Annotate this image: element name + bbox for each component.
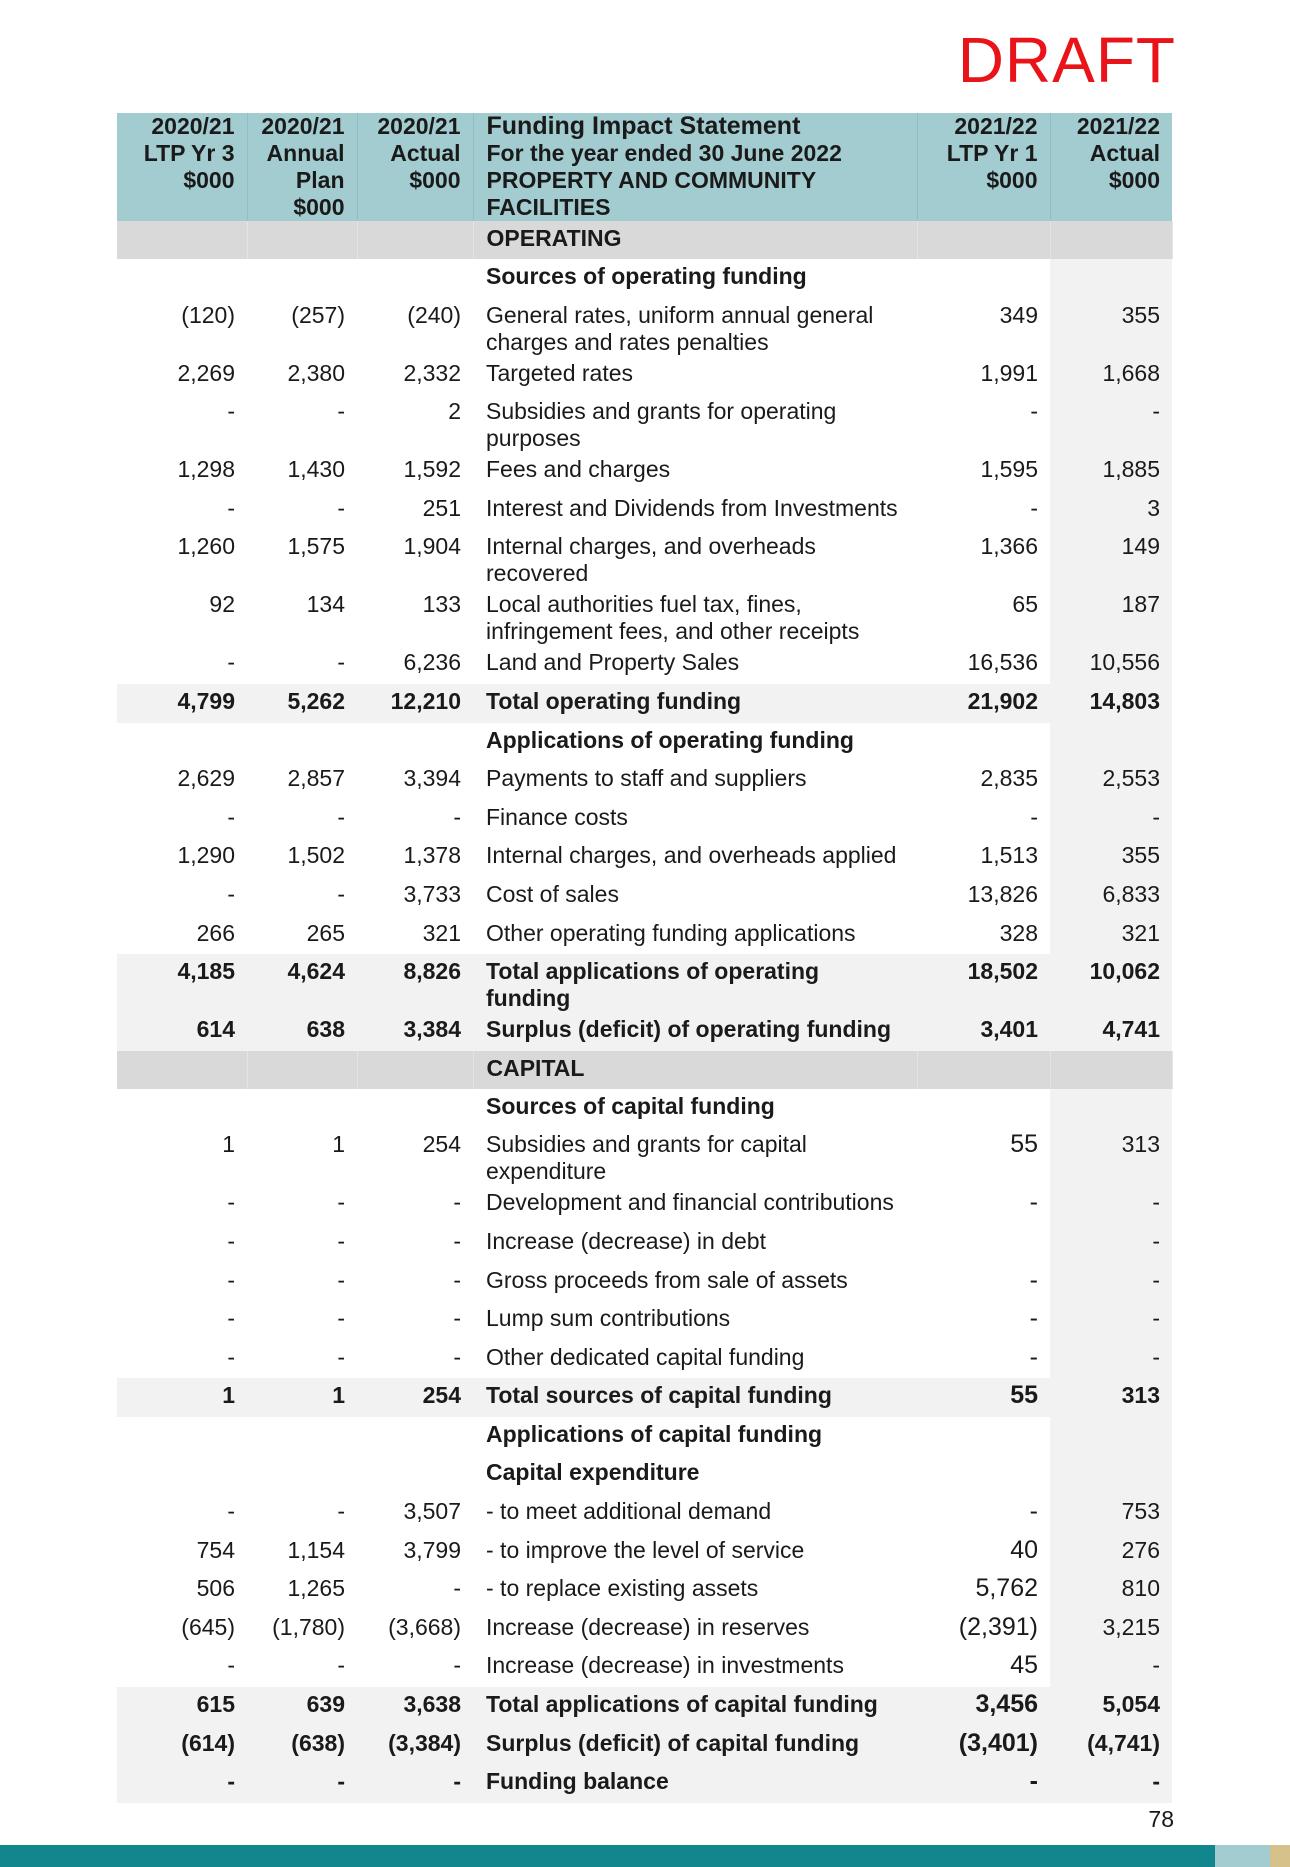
header-title-cell [473,113,917,221]
value-cell: 355 [1050,298,1172,356]
value-cell: - [227,1498,235,1525]
value-cell: 1,885 [1050,452,1172,491]
value-cell: - [453,1266,461,1293]
row-label: Total operating funding [473,684,917,723]
subheading-row [117,1417,1172,1456]
header-line: LTP Yr 3 [143,140,235,166]
row-label: Finance costs [486,803,628,830]
value-cell: 92 [209,591,235,618]
value-cell: 1,154 [287,1536,345,1563]
section-fill-cell [117,221,247,259]
value-cell: - [337,880,345,907]
value-cell: (638) [247,1726,357,1765]
row-label: Funding balance [473,1764,917,1803]
header-line: $000 [183,167,235,193]
row-label: Subsidies and grants for capital expenditure [486,1131,807,1185]
value-cell: 355 [1050,838,1172,877]
total-row [117,1012,1172,1051]
value-cell: - [1050,1224,1172,1263]
header-line: $000 [409,167,461,193]
row-label: Gross proceeds from sale of assets [486,1266,848,1293]
table-row [117,877,1172,916]
header-line: $000 [986,167,1038,193]
table-row [117,1648,1172,1687]
empty-cell [117,1089,247,1128]
row-label: Targeted rates [486,359,634,386]
value-cell: - [1050,1301,1172,1340]
value-cell: 3,394 [403,765,461,792]
value-cell: - [247,1764,357,1803]
empty-cell [1050,259,1172,298]
value-cell: - [337,494,345,521]
value-cell: 638 [247,1012,357,1051]
table-row [117,1301,1172,1340]
value-cell: 1,290 [177,842,235,869]
value-cell: 251 [422,494,461,521]
value-cell: - [227,649,235,676]
value-cell: 328 [999,919,1038,946]
value-cell: - [1050,800,1172,839]
footer-bar [0,1845,1215,1867]
value-cell: 506 [196,1575,235,1602]
value-cell: - [227,1652,235,1679]
value-cell: - [453,1343,461,1370]
empty-cell [917,1417,1050,1456]
subheading-row [117,259,1172,298]
value-cell: 3,799 [403,1536,461,1563]
header-line: Actual [1089,140,1160,166]
row-label: - to meet additional demand [486,1498,772,1525]
value-cell: - [1029,1497,1038,1526]
value-cell: (4,741) [1050,1726,1172,1765]
value-cell: 40 [1010,1535,1038,1564]
row-label: Cost of sales [486,880,619,907]
header-line: Actual [390,140,461,166]
value-cell: (614) [117,1726,247,1765]
value-cell: 1,260 [177,533,235,560]
value-cell: 1,668 [1050,356,1172,395]
value-cell: 1,904 [403,533,461,560]
table-header-row [117,113,1172,221]
footer-bar-accent-gold [1270,1845,1290,1867]
value-cell: 4,185 [117,954,247,1012]
section-fill-cell [1050,221,1172,259]
row-label: Interest and Dividends from Investments [486,494,898,521]
empty-cell [247,723,357,762]
empty-cell [357,723,473,762]
subheading-row [117,1089,1172,1128]
value-cell: 5,762 [975,1574,1038,1603]
value-cell: - [337,1652,345,1679]
row-label: Development and financial contributions [486,1189,894,1216]
row-label: Land and Property Sales [486,649,740,676]
value-cell: 321 [1050,916,1172,955]
table-row [117,298,1172,356]
empty-cell [357,1455,473,1494]
table-row [117,491,1172,530]
value-cell: - [1030,803,1038,830]
empty-cell [117,723,247,762]
value-cell: 3,401 [917,1012,1050,1051]
total-row [117,954,1172,1012]
value-cell: 3,215 [1050,1610,1172,1649]
value-cell: - [1050,1764,1172,1803]
value-cell: (257) [291,301,345,328]
value-cell: 754 [196,1536,235,1563]
value-cell: (240) [407,301,461,328]
row-label: - to improve the level of service [486,1536,805,1563]
value-cell: - [227,1343,235,1370]
draft-watermark: DRAFT [957,24,1176,96]
table-row [117,838,1172,877]
value-cell: 5,262 [247,684,357,723]
value-cell: 313 [1050,1127,1172,1185]
row-label: Total sources of capital funding [473,1378,917,1417]
value-cell: 3,456 [917,1687,1050,1726]
row-label: Total applications of capital funding [473,1687,917,1726]
value-cell: 1,595 [980,456,1038,483]
empty-cell [357,259,473,298]
value-cell: 8,826 [357,954,473,1012]
value-cell: 21,902 [917,684,1050,723]
empty-cell [117,259,247,298]
value-cell: 1,430 [287,456,345,483]
header-col-annual-plan [247,113,357,221]
statement-title: Funding Impact Statement [486,112,801,140]
value-cell: 266 [196,919,235,946]
table-row [117,452,1172,491]
row-label: Surplus (deficit) of operating funding [473,1012,917,1051]
empty-cell [917,259,1050,298]
empty-cell [1050,1417,1172,1456]
value-cell: - [337,803,345,830]
section-label: OPERATING [473,221,917,259]
value-cell: 2,553 [1050,761,1172,800]
row-label: General rates, uniform annual general charges and rates penalties [486,301,874,355]
header-line: 2020/21 [377,113,461,139]
table-row [117,1340,1172,1379]
table-row [117,1571,1172,1610]
value-cell: 1,366 [980,533,1038,560]
empty-cell [917,1089,1050,1128]
value-cell: 753 [1050,1494,1172,1533]
value-cell: - [1050,1185,1172,1224]
empty-cell [1050,723,1172,762]
header-line: Annual [266,140,345,166]
value-cell: - [337,398,345,425]
value-cell: 1,575 [287,533,345,560]
value-cell: (2,391) [958,1612,1038,1641]
value-cell: 4,799 [117,684,247,723]
value-cell: - [227,1266,235,1293]
value-cell: 6,833 [1050,877,1172,916]
value-cell: (120) [181,301,235,328]
subheading-label: Applications of capital funding [486,1420,823,1447]
value-cell: 1,265 [287,1575,345,1602]
statement-subtitle: For the year ended 30 June 2022 [486,140,842,166]
header-col-ltp-yr3 [117,113,247,221]
value-cell: - [917,1764,1050,1803]
value-cell: 2,332 [403,359,461,386]
value-cell: 16,536 [967,649,1038,676]
value-cell: 2,629 [177,765,235,792]
value-cell: 3,733 [403,880,461,907]
value-cell: - [227,803,235,830]
value-cell: - [337,1189,345,1216]
value-cell: 614 [117,1012,247,1051]
value-cell: 10,062 [1050,954,1172,1012]
header-line: 2020/21 [151,113,235,139]
section-fill-cell [357,1051,473,1089]
subheading-label: Applications of operating funding [486,726,854,753]
row-label: Surplus (deficit) of capital funding [473,1726,917,1765]
footer-bar-accent [1215,1845,1270,1867]
value-cell: - [337,1305,345,1332]
value-cell: 2,857 [287,765,345,792]
row-label: Increase (decrease) in reserves [486,1613,810,1640]
value-cell: - [357,1764,473,1803]
header-line: 2021/22 [1076,113,1160,139]
header-line: $000 [1108,167,1160,193]
value-cell: - [337,1498,345,1525]
row-label: Total applications of operating funding [473,954,917,1012]
empty-cell [917,1455,1050,1494]
header-col-actual-2021 [357,113,473,221]
value-cell: 313 [1050,1378,1172,1417]
table-row [117,1494,1172,1533]
value-cell: - [1050,1648,1172,1687]
subheading-label: Capital expenditure [486,1459,700,1486]
value-cell: 5,054 [1050,1687,1172,1726]
subheading-row [117,723,1172,762]
value-cell: 3,384 [357,1012,473,1051]
table-row [117,529,1172,587]
value-cell: - [227,398,235,425]
value-cell: 2,835 [980,765,1038,792]
value-cell: (3,401) [917,1726,1050,1765]
value-cell: - [1050,394,1172,452]
value-cell: 321 [422,919,461,946]
value-cell: 1 [332,1131,345,1158]
value-cell: - [1029,1342,1038,1371]
header-col-actual-2122 [1050,113,1172,221]
value-cell: 4,624 [247,954,357,1012]
row-label: Subsidies and grants for operating purposes [486,398,837,452]
value-cell: 3,638 [357,1687,473,1726]
header-line: Plan [295,167,345,193]
value-cell: (1,780) [272,1613,345,1640]
section-fill-cell [917,1051,1050,1089]
empty-cell [247,259,357,298]
row-label: Lump sum contributions [486,1305,731,1332]
value-cell: 13,826 [967,880,1038,907]
value-cell: - [1029,1304,1038,1333]
value-cell: 254 [422,1131,461,1158]
value-cell: 149 [1050,529,1172,587]
subheading-label: Sources of capital funding [486,1092,775,1119]
value-cell: - [453,1575,461,1602]
empty-cell [917,723,1050,762]
row-label: Fees and charges [486,456,671,483]
value-cell: 1,991 [980,359,1038,386]
header-col-ltp-yr1 [917,113,1050,221]
value-cell: - [227,494,235,521]
value-cell: 2,269 [177,359,235,386]
value-cell: - [337,649,345,676]
empty-cell [247,1089,357,1128]
total-row [117,1687,1172,1726]
section-fill-cell [247,1051,357,1089]
table-row [117,645,1172,684]
value-cell: - [337,1266,345,1293]
section-header-row [117,221,1172,259]
value-cell: 55 [1010,1130,1038,1159]
row-label: Increase (decrease) in investments [486,1652,844,1679]
value-cell: 2 [448,398,461,425]
value-cell: 1,502 [287,842,345,869]
page-number: 78 [1148,1806,1174,1832]
value-cell: 18,502 [917,954,1050,1012]
table-row [117,1127,1172,1185]
total-row [117,1764,1172,1803]
section-fill-cell [917,221,1050,259]
subheading-row [117,1455,1172,1494]
table-row [117,1185,1172,1224]
value-cell: 254 [357,1378,473,1417]
value-cell: 4,741 [1050,1012,1172,1051]
value-cell: (3,384) [357,1726,473,1765]
table-row [117,1224,1172,1263]
value-cell: - [227,1189,235,1216]
header-line: 2021/22 [954,113,1038,139]
value-cell: - [1030,494,1038,521]
header-line: $000 [293,194,345,220]
value-cell: 12,210 [357,684,473,723]
empty-cell [1050,1089,1172,1128]
value-cell: 65 [1012,591,1038,618]
table-row [117,356,1172,395]
value-cell: - [1029,1188,1038,1217]
table-row [117,1610,1172,1649]
value-cell: 1,298 [177,456,235,483]
activity-name: PROPERTY AND COMMUNITY FACILITIES [486,167,816,220]
value-cell: 3 [1050,491,1172,530]
table-row [117,1263,1172,1302]
value-cell: 134 [306,591,345,618]
value-cell: 1 [117,1378,247,1417]
value-cell: 1,378 [403,842,461,869]
value-cell: 55 [917,1378,1050,1417]
funding-impact-statement-table [117,113,1173,1803]
value-cell: - [227,1227,235,1254]
table-row [117,916,1172,955]
table-row [117,587,1172,645]
empty-cell [357,1089,473,1128]
total-row [117,1378,1172,1417]
row-label: Other dedicated capital funding [486,1343,805,1370]
empty-cell [247,1455,357,1494]
row-label: - to replace existing assets [486,1575,759,1602]
value-cell: 265 [306,919,345,946]
value-cell: - [453,1652,461,1679]
row-label: Internal charges, and overheads applied [486,842,897,869]
value-cell: 45 [1010,1651,1038,1680]
section-header-row [117,1051,1172,1089]
value-cell [917,1224,1050,1263]
value-cell: 6,236 [403,649,461,676]
value-cell: 1 [222,1131,235,1158]
row-label: Increase (decrease) in debt [486,1227,766,1254]
value-cell: 133 [422,591,461,618]
value-cell: - [1050,1263,1172,1302]
section-fill-cell [357,221,473,259]
row-label: Local authorities fuel tax, fines, infringement fees, and other receipts [486,591,860,645]
table-row [117,761,1172,800]
row-label: Internal charges, and overheads recovered [486,533,816,587]
section-label: CAPITAL [473,1051,917,1089]
header-line: LTP Yr 1 [946,140,1038,166]
value-cell: 276 [1050,1533,1172,1572]
value-cell: - [227,1305,235,1332]
row-label: Other operating funding applications [486,919,856,946]
value-cell: 615 [117,1687,247,1726]
section-fill-cell [247,221,357,259]
empty-cell [247,1417,357,1456]
value-cell: - [337,1227,345,1254]
subheading-label: Sources of operating funding [486,263,807,289]
header-line: 2020/21 [261,113,345,139]
empty-cell [357,1417,473,1456]
value-cell: - [1029,1265,1038,1294]
total-row [117,684,1172,723]
value-cell: - [453,1227,461,1254]
value-cell: 14,803 [1050,684,1172,723]
empty-cell [1050,1455,1172,1494]
value-cell: - [453,1189,461,1216]
table-row [117,1533,1172,1572]
value-cell: 349 [999,301,1038,328]
value-cell: - [453,1305,461,1332]
section-fill-cell [117,1051,247,1089]
row-label: Payments to staff and suppliers [486,765,807,792]
total-row [117,1726,1172,1765]
table-body [117,221,1172,1803]
value-cell: - [453,803,461,830]
value-cell: (645) [181,1613,235,1640]
value-cell: - [227,880,235,907]
value-cell: 810 [1050,1571,1172,1610]
value-cell: - [1050,1340,1172,1379]
value-cell: - [1030,398,1038,425]
section-fill-cell [1050,1051,1172,1089]
value-cell: 10,556 [1050,645,1172,684]
value-cell: (3,668) [388,1613,461,1640]
value-cell: 187 [1050,587,1172,645]
value-cell: 1 [247,1378,357,1417]
value-cell: 639 [247,1687,357,1726]
value-cell: 3,507 [403,1498,461,1525]
value-cell: 1,513 [980,842,1038,869]
empty-cell [117,1455,247,1494]
value-cell: 2,380 [287,359,345,386]
table-row [117,394,1172,452]
empty-cell [117,1417,247,1456]
table-row [117,800,1172,839]
value-cell: 1,592 [403,456,461,483]
value-cell: - [337,1343,345,1370]
value-cell: - [117,1764,247,1803]
